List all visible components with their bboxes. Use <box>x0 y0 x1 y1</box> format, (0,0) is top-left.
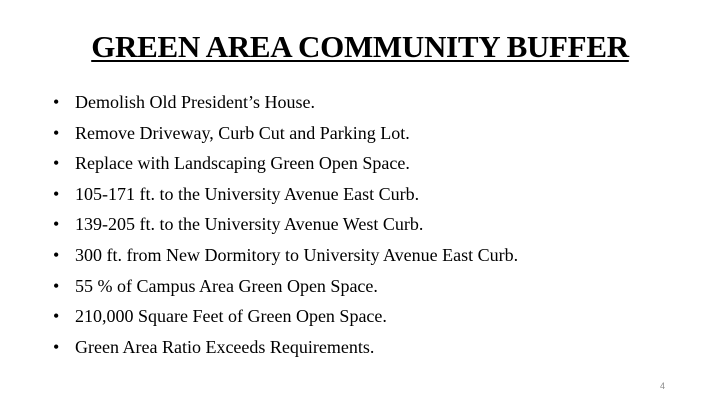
bullet-text: Demolish Old President’s House. <box>75 92 315 112</box>
bullet-icon: • <box>53 92 60 112</box>
bullet-icon: • <box>53 306 60 327</box>
bullet-item <box>53 335 518 366</box>
bullet-text: 300 ft. from New Dormitory to University Avenue East Curb. <box>75 244 519 265</box>
bullet-item <box>53 182 518 213</box>
bullet-text: 105-171 ft. to the University Avenue East Curb. <box>75 183 420 204</box>
bullet-icon: • <box>53 122 60 143</box>
bullet-item <box>53 90 518 121</box>
bullet-text: Replace with Landscaping Green Open Space. <box>75 153 410 174</box>
bullet-icon: • <box>53 336 60 357</box>
bullet-text: 139-205 ft. to the University Avenue West Curb. <box>75 214 424 235</box>
bullet-text: 210,000 Square Feet of Green Open Space. <box>75 306 387 327</box>
page-number: 4 <box>659 381 665 391</box>
bullet-icon: • <box>53 214 60 235</box>
bullet-icon: • <box>53 183 60 204</box>
bullet-item <box>53 212 518 243</box>
bullet-text: 55 % of Campus Area Green Open Space. <box>75 275 378 296</box>
bullet-text: Green Area Ratio Exceeds Requirements. <box>75 336 375 357</box>
bullet-icon: • <box>53 153 60 174</box>
bullet-list <box>53 90 518 365</box>
bullet-icon: • <box>53 244 60 265</box>
bullet-text: Remove Driveway, Curb Cut and Parking Lot. <box>75 122 410 143</box>
bullet-item <box>53 304 518 335</box>
bullet-item <box>53 243 518 274</box>
bullet-icon: • <box>53 275 60 296</box>
slide-title: GREEN AREA COMMUNITY BUFFER <box>91 29 629 64</box>
bullet-item <box>53 274 518 305</box>
bullet-item <box>53 121 518 152</box>
bullet-item <box>53 151 518 182</box>
